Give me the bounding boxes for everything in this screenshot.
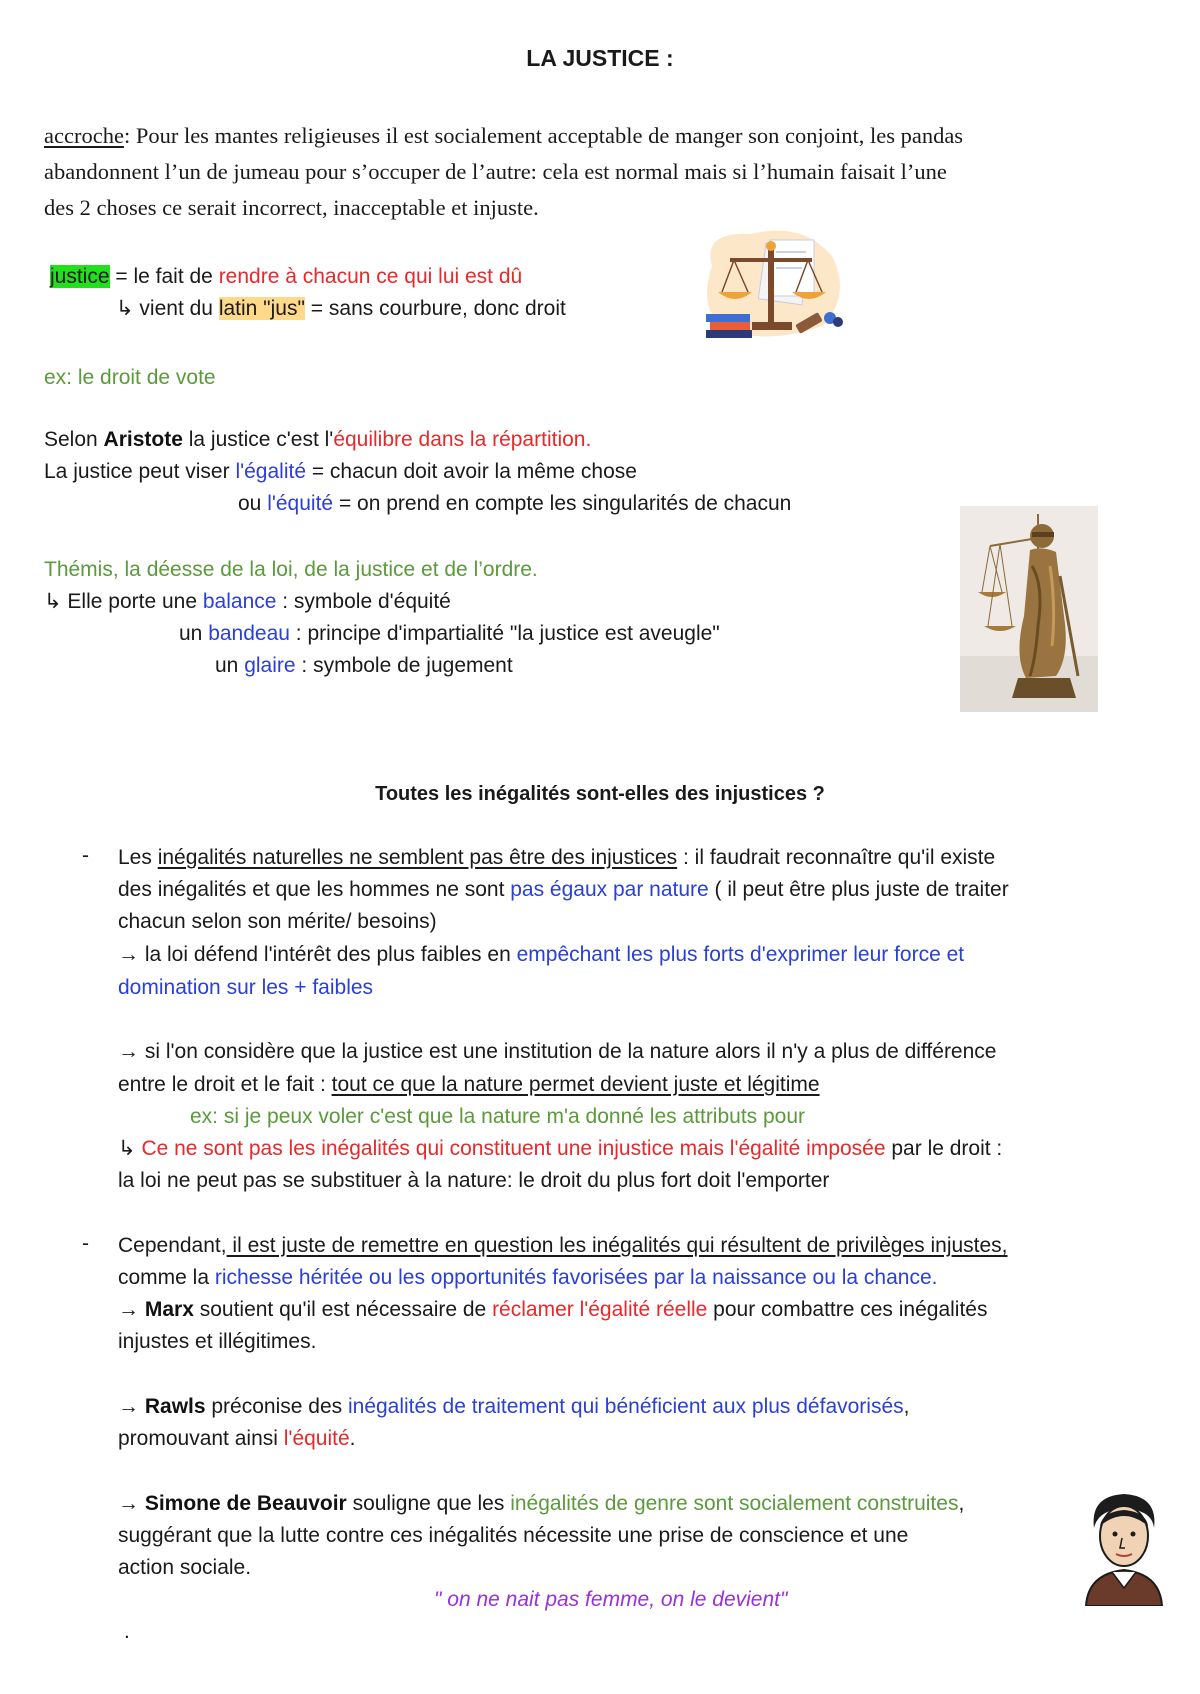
accroche-text-1: : Pour les mantes religieuses il est socialement acceptable de manger son conjoint, les pandas [123, 123, 964, 148]
p2-marx-line [118, 1296, 988, 1324]
aristote-mid: la justice c'est l' [182, 428, 334, 451]
p2-l3post: pour combattre ces inégalités [707, 1298, 988, 1321]
themis-l2post: : symbole d'équité [276, 590, 451, 613]
p2-l5post: , [903, 1395, 910, 1418]
p1-l7pre: entre le droit et le fait : [118, 1073, 332, 1096]
p2-l7post: , [958, 1492, 965, 1515]
p2-l3pre: → [118, 1298, 145, 1321]
themis-bandeau-line [179, 620, 720, 648]
p2-underlined: il est juste de remettre en question les inégalités qui résultent de privilèges injustes, [226, 1234, 1008, 1257]
definition-eq: = le fait de [109, 265, 219, 288]
latin-jus: latin "jus" [218, 297, 305, 320]
p1-blue-2: empêchant les plus forts d'exprimer leur force et [516, 943, 965, 966]
p1-l2pre: des inégalités et que les hommes ne sont [118, 878, 511, 901]
p1-line-3: chacun selon son mérite/ besoins) [118, 910, 437, 933]
p2-blue-2: inégalités de traitement qui bénéficient aux plus défavorisés [347, 1395, 904, 1418]
p2-line-6 [118, 1425, 356, 1453]
p2-l5pre: → [118, 1395, 145, 1418]
accroche-label: accroche [44, 123, 124, 148]
p2-line-1 [118, 1232, 1008, 1260]
aristote-key: équilibre dans la répartition. [333, 428, 592, 451]
p2-red-1: réclamer l'égalité réelle [492, 1298, 708, 1321]
p1-line-7 [118, 1071, 820, 1099]
themis-statue-illustration [960, 506, 1098, 712]
bullet-dash-2: - [82, 1232, 89, 1255]
p1-line-6: → si l'on considère que la justice est une institution de la nature alors il n'y a plus de différence [118, 1040, 997, 1063]
aristote-line-1 [44, 426, 591, 454]
p1-l9post: par le droit : [885, 1137, 1003, 1160]
glaire-term: glaire [244, 654, 296, 677]
balance-term: balance [202, 590, 277, 613]
etymology-rest: = sans courbure, donc droit [304, 297, 566, 320]
themis-l4pre: un [215, 654, 245, 677]
p1-underlined-2: tout ce que la nature permet devient juste et légitime [331, 1073, 820, 1096]
p2-l5mid: préconise des [205, 1395, 348, 1418]
p1-line-1 [118, 844, 995, 872]
aristote-line-3 [238, 490, 791, 518]
p2-line-4: injustes et illégitimes. [118, 1330, 317, 1353]
aristote-l3post: = on prend en compte les singularités de chacun [333, 492, 792, 515]
themis-l3pre: un [179, 622, 209, 645]
definition-line [50, 263, 522, 291]
justice-word: justice [50, 265, 110, 288]
beauvoir-quote: " on ne nait pas femme, on le devient" [434, 1588, 788, 1611]
etymology-arrow: ↳ vient du [116, 297, 219, 320]
beauvoir-portrait-illustration [1076, 1488, 1172, 1606]
accroche-line-1 [44, 122, 963, 150]
p1-l9pre: ↳ [118, 1137, 142, 1160]
p1-line-4 [118, 941, 964, 969]
aristote-pre: Selon [44, 428, 104, 451]
equite-term: l'équité [267, 492, 334, 515]
rawls-name: Rawls [144, 1395, 206, 1418]
p2-l7pre: → [118, 1492, 145, 1515]
p2-line-9: action sociale. [118, 1556, 252, 1579]
themis-l4post: : symbole de jugement [295, 654, 513, 677]
themis-line: Thémis, la déesse de la loi, de la justice et de l’ordre. [44, 558, 538, 581]
marx-name: Marx [144, 1298, 194, 1321]
themis-glaire-line [215, 652, 513, 680]
p1-l1post: : il faudrait reconnaître qu'il existe [677, 846, 996, 869]
scales-of-justice-illustration [692, 226, 852, 346]
p2-l6pre: promouvant ainsi [118, 1427, 284, 1450]
p1-line-5: domination sur les + faibles [118, 976, 374, 999]
etymology-line [116, 295, 566, 323]
page-title: LA JUSTICE : [526, 45, 674, 71]
aristote-l2post: = chacun doit avoir la même chose [306, 460, 637, 483]
trailing-dot: . [124, 1620, 130, 1643]
p1-l1pre: Les [118, 846, 158, 869]
bandeau-term: bandeau [208, 622, 290, 645]
p1-line-9 [118, 1135, 1002, 1163]
p1-line-10: la loi ne peut pas se substituer à la nature: le droit du plus fort doit l'emporter [118, 1169, 830, 1192]
p1-red: Ce ne sont pas les inégalités qui constituent une injustice mais l'égalité imposée [141, 1137, 886, 1160]
aristote-l2pre: La justice peut viser [44, 460, 236, 483]
p2-blue-1: richesse héritée ou les opportunités favorisées par la naissance ou la chance. [214, 1266, 938, 1289]
p1-l4pre: → la loi défend l'intérêt des plus faibles en [118, 943, 517, 966]
themis-balance-line [44, 588, 451, 616]
themis-l2pre: ↳ Elle porte une [44, 590, 203, 613]
aristote-l3pre: ou [238, 492, 268, 515]
p2-l3mid: soutient qu'il est nécessaire de [193, 1298, 493, 1321]
accroche-line-2: abandonnent l’un de jumeau pour s’occuper de l’autre: cela est normal mais si l’humain faisait l’une [44, 159, 947, 184]
p2-l2pre: comme la [118, 1266, 215, 1289]
beauvoir-name: Simone de Beauvoir [144, 1492, 347, 1515]
p2-red-2: l'équité [283, 1427, 350, 1450]
themis-l3post: : principe d'impartialité "la justice est aveugle" [289, 622, 720, 645]
bullet-dash-1: - [82, 844, 89, 867]
p2-green: inégalités de genre sont socialement construites [510, 1492, 959, 1515]
aristote-name: Aristote [103, 428, 183, 451]
p1-l2post: ( il peut être plus juste de traiter [708, 878, 1009, 901]
p2-l6post: . [349, 1427, 356, 1450]
p2-l1pre: Cependant, [118, 1234, 227, 1257]
example-line: ex: le droit de vote [44, 366, 216, 389]
section-title: Toutes les inégalités sont-elles des injustices ? [375, 783, 825, 805]
p2-l7mid: souligne que les [346, 1492, 511, 1515]
p2-rawls-line [118, 1393, 909, 1421]
p1-line-2 [118, 876, 1009, 904]
p2-line-8: suggérant que la lutte contre ces inégalités nécessite une prise de conscience et une [118, 1524, 909, 1547]
egalite-term: l'égalité [235, 460, 306, 483]
aristote-line-2 [44, 458, 637, 486]
p1-blue-1: pas égaux par nature [510, 878, 709, 901]
p1-example: ex: si je peux voler c'est que la nature m'a donné les attributs pour [190, 1105, 806, 1128]
accroche-line-3: des 2 choses ce serait incorrect, inacceptable et injuste. [44, 195, 539, 220]
p2-beauvoir-line [118, 1490, 964, 1518]
definition-text: rendre à chacun ce qui lui est dû [218, 265, 523, 288]
p2-line-2 [118, 1264, 937, 1292]
p1-underlined: inégalités naturelles ne semblent pas être des injustices [157, 846, 678, 869]
